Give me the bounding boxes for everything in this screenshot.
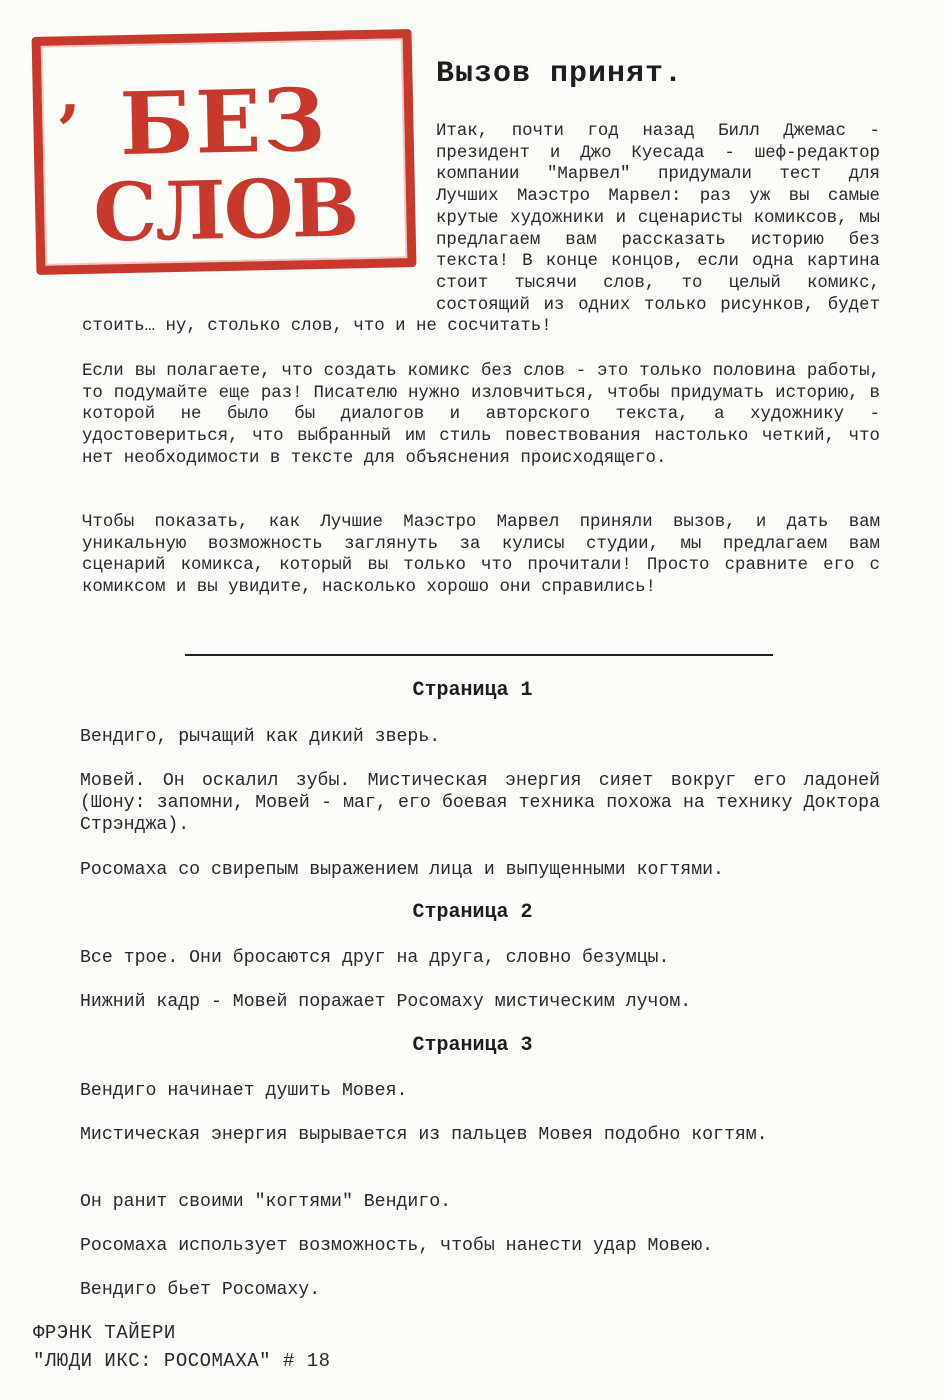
script-line: Вендиго начинает душить Мовея. (80, 1081, 408, 1101)
script-line: Все трое. Они бросаются друг на друга, словно безумцы. (80, 948, 670, 968)
page-1-heading: Страница 1 (412, 679, 533, 702)
paragraph-2: Если вы полагаете, что создать комикс без слов - это только половина работы, то подумайте еще раз! Писателю нужно изловчиться, чтобы придумать историю, в которой не было бы диалогов и авторского текста, а художнику - удостовериться, что выбранный им стиль повествования настолько четкий, что нет необходимости в тексте для объяснения происходящего. (82, 362, 880, 468)
page-2-heading: Страница 2 (412, 901, 533, 924)
page-3-heading: Страница 3 (412, 1034, 533, 1057)
paragraph-3: Чтобы показать, как Лучшие Маэстро Марвел приняли вызов, и дать вам уникальную возможность заглянуть за кулисы студии, мы предлагаем вам сценарий комикса, который вы только что прочитали! Просто сравните его с комиксом и вы увидите, насколько хорошо они справились! (82, 513, 880, 598)
stamp-word-1: БЕЗ (118, 69, 328, 176)
section-divider (185, 654, 773, 656)
intro-text: Итак, почти год назад Билл Джемас - президент и Джо Куесада - шеф-редактор компании "Марвел" придумали тест для Лучших Маэстро Марвел: раз уж вы самые крутые художники и сценаристы комиксов, мы предлагаем вам рассказать историю без текста! В конце концов, если одна картина стоит тысячи слов, то целый комикс, состоящий из одних только рисунков, будет стоить… ну, столько слов, что и не сосчитать! (82, 122, 880, 337)
article-title: Вызов принят. (436, 57, 684, 91)
stamp-word-2: СЛОВ (92, 160, 359, 260)
script-line: Мистическая энергия вырывается из пальцев Мовея подобно когтям. (80, 1125, 768, 1145)
script-line: Росомаха использует возможность, чтобы нанести удар Мовею. (80, 1236, 714, 1256)
footer-author: ФРЭНК ТАЙЕРИ (33, 1322, 176, 1344)
stamp-apostrophe-mark: ’ (55, 89, 82, 173)
script-line: Нижний кадр - Мовей поражает Росомаху мистическим лучом. (80, 992, 692, 1012)
intro-paragraph (82, 121, 880, 338)
script-line: Он ранит своими "когтями" Вендиго. (80, 1192, 452, 1212)
script-line: Росомаха со свирепым выражением лица и выпущенными когтями. (80, 860, 724, 880)
script-line: Вендиго бьет Росомаху. (80, 1280, 321, 1300)
footer-issue: "ЛЮДИ ИКС: РОСОМАХА" # 18 (33, 1350, 331, 1372)
script-line: Вендиго, рычащий как дикий зверь. (80, 727, 441, 747)
script-line: Мовей. Он оскалил зубы. Мистическая энергия сияет вокруг его ладоней (Шону: запомни, Мовей - маг, его боевая техника похожа на технику Доктора Стрэнджа). (80, 771, 880, 835)
